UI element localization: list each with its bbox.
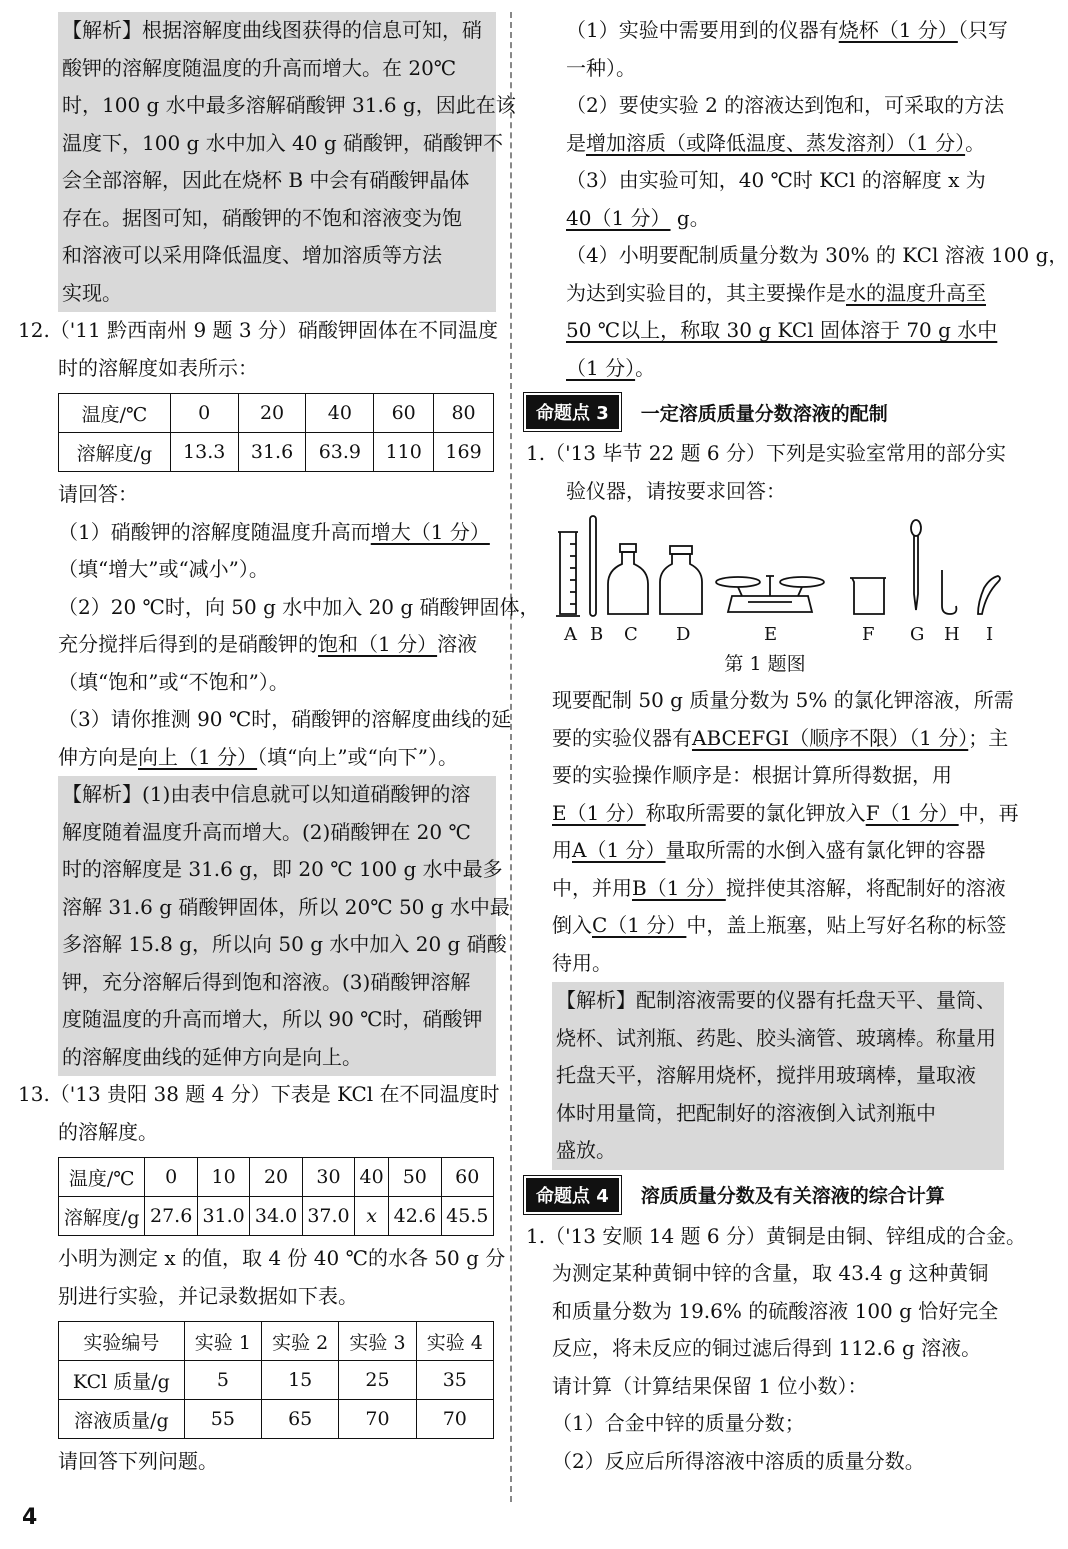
figure-label: G — [910, 624, 925, 645]
text: 为达到实验目的，其主要操作是 — [566, 280, 846, 305]
answer: A（1 分） — [572, 838, 666, 862]
question-line: 12.（'11 黔西南州 9 题 3 分）硝酸钾固体在不同温度 — [18, 318, 498, 342]
analysis-line: 烧杯、试剂瓶、药匙、胶头滴管、玻璃棒。称量用 — [556, 1025, 996, 1050]
analysis-block-11 — [58, 12, 516, 312]
reagent-bottle-icon — [608, 544, 648, 614]
answer: 向上（1 分） — [138, 744, 258, 769]
dropper-icon — [911, 520, 921, 610]
question-line — [526, 312, 1004, 350]
table-cell: KCl 质量/g — [59, 1361, 185, 1400]
question-line — [526, 832, 1004, 870]
question-line: （3）请你推测 90 ℃时，硝酸钾的溶解度曲线的延 — [58, 707, 512, 731]
table-cell: 13.3 — [170, 433, 238, 472]
table-cell: 110 — [374, 433, 434, 472]
text: （只写 — [957, 18, 1008, 42]
table-row — [59, 1400, 494, 1439]
question-12 — [18, 312, 540, 1076]
answer: 增加溶质（或降低温度、蒸发溶剂）（1 分） — [586, 130, 966, 155]
table-cell: 34.0 — [250, 1197, 302, 1236]
table-cell: 40 — [306, 394, 374, 433]
analysis-line: 会全部溶解，因此在烧杯 B 中会有硝酸钾晶体 — [62, 168, 470, 192]
text: 伸方向是 — [58, 744, 138, 769]
question-line: （1）合金中锌的质量分数； — [552, 1411, 805, 1435]
table-cell: 35 — [416, 1361, 493, 1400]
analysis-line: 体时用量筒，把配制好的溶液倒入试剂瓶中 — [556, 1100, 936, 1125]
text: 称取所需要的氯化钾放入 — [645, 800, 866, 825]
question-line — [526, 125, 1004, 163]
table-cell: 65 — [262, 1400, 339, 1439]
analysis-line: 存在。据图可知，硝酸钾的不饱和溶液变为饱 — [62, 205, 462, 230]
glass-rod-icon — [590, 516, 596, 616]
table-cell: 42.6 — [389, 1197, 441, 1236]
table-cell: 60 — [374, 394, 434, 433]
question-line — [526, 350, 1004, 388]
question-line: 小明为测定 x 的值，取 4 份 40 ℃的水各 50 g 分 — [58, 1246, 506, 1270]
table-row — [59, 394, 494, 433]
table-cell: 实验 1 — [184, 1322, 261, 1361]
table-cell: 实验编号 — [59, 1322, 185, 1361]
analysis-line: 托盘天平，溶解用烧杯，搅拌用玻璃棒，量取液 — [556, 1063, 976, 1087]
question-line: 时的溶解度如表所示： — [58, 355, 258, 380]
table-row — [59, 1158, 494, 1197]
text: （1）硝酸钾的溶解度随温度升高而 — [58, 519, 371, 544]
wide-mouth-bottle-icon — [660, 546, 702, 614]
table-cell: 15 — [262, 1361, 339, 1400]
answer: F（1 分） — [865, 800, 959, 825]
question-line: （填“增大”或“减小”）。 — [58, 557, 269, 581]
table-cell: 169 — [434, 433, 494, 472]
analysis-line: 实现。 — [62, 280, 122, 305]
right-column — [526, 12, 1068, 1480]
table-row — [59, 433, 494, 472]
analysis-line: 度随温度的升高而增大，所以 90 ℃时，硝酸钾 — [62, 1007, 483, 1031]
analysis-line: 和溶液可以采用降低温度、增加溶质等方法 — [62, 243, 442, 267]
table-cell: 0 — [145, 1158, 197, 1197]
analysis-line: 的溶解度曲线的延伸方向是向上。 — [62, 1044, 362, 1069]
question-line — [18, 514, 496, 552]
question-line: 13.（'13 贵阳 38 题 4 分）下表是 KCl 在不同温度时 — [18, 1082, 500, 1106]
question-13 — [18, 1076, 506, 1481]
answer: E（1 分） — [552, 800, 646, 825]
text: 量取所需的水倒入盛有氯化钾的容器 — [665, 838, 986, 862]
table-cell: 温度/℃ — [59, 1158, 145, 1197]
question-line: 现要配制 50 g 质量分数为 5% 的氯化钾溶液，所需 — [552, 688, 1014, 712]
kno3-solubility-table — [58, 393, 494, 472]
question-line — [526, 870, 1004, 908]
figure-label: C — [624, 624, 638, 645]
question-line: 待用。 — [552, 950, 612, 975]
lab-instruments-drawing — [552, 514, 1000, 626]
table-cell: 50 — [389, 1158, 441, 1197]
text: （1）实验中需要用到的仪器有 — [566, 18, 839, 42]
answer: 40（1 分） — [566, 205, 671, 230]
spatula-icon — [978, 576, 1000, 614]
table-cell: 70 — [339, 1400, 416, 1439]
analysis-line: 溶解 31.6 g 硝酸钾固体，所以 20℃ 50 g 水中最 — [62, 894, 510, 919]
question-1-anshun — [526, 1218, 1026, 1481]
table-cell: 溶液质量/g — [59, 1400, 185, 1439]
answer: C（1 分） — [592, 913, 687, 937]
question-13-answers — [526, 12, 1068, 387]
text: 充分搅拌后得到的是硝酸钾的 — [58, 632, 318, 656]
table-cell: 10 — [197, 1158, 249, 1197]
analysis-line: 时，100 g 水中最多溶解硝酸钾 31.6 g，因此在该 — [62, 93, 516, 117]
question-line: 反应，将未反应的铜过滤后得到 112.6 g 溶液。 — [552, 1336, 982, 1360]
question-line — [18, 626, 496, 664]
spoon-icon — [942, 570, 956, 614]
figure-label: A — [564, 624, 577, 645]
figure-label: B — [590, 624, 604, 645]
question-line — [526, 12, 1008, 50]
analysis-line: 【解析】配制溶液需要的仪器有托盘天平、量筒、 — [556, 988, 996, 1012]
section-badge: 命题点 3 — [526, 395, 619, 429]
table-cell: 55 — [184, 1400, 261, 1439]
question-line: 的溶解度。 — [58, 1119, 158, 1144]
answer: B（1 分） — [632, 875, 726, 900]
table-cell: 30 — [302, 1158, 354, 1197]
table-cell: 25 — [339, 1361, 416, 1400]
section-title: 溶质质量分数及有关溶液的综合计算 — [640, 1185, 945, 1207]
left-column — [18, 12, 540, 1481]
figure-label: D — [676, 624, 691, 645]
question-line: 为测定某种黄铜中锌的含量，取 43.4 g 这种黄铜 — [552, 1261, 989, 1285]
answer: ABCEFGI（顺序不限）（1 分） — [692, 725, 969, 750]
table-cell: 实验 3 — [339, 1322, 416, 1361]
question-line: 1.（'13 安顺 14 题 6 分）黄铜是由铜、锌组成的合金。 — [526, 1223, 1026, 1248]
question-line: 请回答下列问题。 — [58, 1449, 218, 1473]
figure-labels — [552, 624, 1000, 646]
text: 中，再 — [958, 800, 1019, 825]
section-header-3 — [526, 393, 1004, 431]
answer: 水的温度升高至 — [846, 280, 986, 305]
analysis-line: 解度随着温度升高而增大。(2)硝酸钾在 20 ℃ — [62, 819, 471, 844]
text: 搅拌使其溶解，将配制好的溶液 — [725, 875, 1006, 900]
question-line: 和质量分数为 19.6% 的硫酸溶液 100 g 恰好完全 — [552, 1298, 999, 1323]
question-line — [526, 795, 1019, 833]
answer: 烧杯（1 分） — [838, 18, 958, 42]
table-row — [59, 1322, 494, 1361]
column-divider — [510, 12, 512, 1502]
section-title: 一定溶质质量分数溶液的配制 — [640, 402, 888, 425]
table-cell: 60 — [441, 1158, 493, 1197]
question-line: （2）要使实验 2 的溶液达到饱和，可采取的方法 — [566, 93, 1005, 117]
analysis-line: 钾，充分溶解后得到饱和溶液。(3)硝酸钾溶解 — [62, 969, 471, 994]
question-line: 请回答： — [58, 482, 138, 506]
figure-label: H — [944, 624, 960, 645]
question-line: （填“饱和”或“不饱和”）。 — [58, 669, 289, 694]
table-cell: 45.5 — [441, 1197, 493, 1236]
table-cell: 70 — [416, 1400, 493, 1439]
text: 溶液 — [437, 632, 478, 656]
question-line — [526, 200, 1004, 238]
analysis-block-12 — [58, 776, 510, 1076]
table-cell: 40 — [355, 1158, 389, 1197]
page-number: 4 — [22, 1505, 38, 1530]
text: 倒入 — [552, 913, 592, 937]
beaker-icon — [850, 578, 886, 614]
text: ；主 — [968, 725, 1009, 750]
question-line: 1.（'13 毕节 22 题 6 分）下列是实验室常用的部分实 — [526, 441, 1006, 465]
text: 是 — [566, 130, 586, 155]
text: （填“向上”或“向下”）。 — [257, 744, 458, 769]
text: 中，并用 — [552, 875, 632, 900]
analysis-line: 【解析】根据溶解度曲线图获得的信息可知，硝 — [62, 18, 482, 42]
analysis-line: 盛放。 — [556, 1138, 616, 1162]
answer: 50 ℃以上，称取 30 g KCl 固体溶于 70 g 水中 — [566, 318, 998, 342]
table-cell: 80 — [434, 394, 494, 433]
section-badge: 命题点 4 — [526, 1178, 619, 1212]
table-cell: 溶解度/g — [59, 433, 171, 472]
answer: 饱和（1 分） — [318, 632, 438, 656]
figure-label: E — [764, 624, 778, 645]
balance-icon — [716, 576, 824, 612]
analysis-block-q1 — [552, 982, 1004, 1170]
kcl-solubility-table — [58, 1157, 494, 1236]
question-line: 要的实验操作顺序是：根据计算所得数据，用 — [552, 763, 952, 787]
table-cell: 溶解度/g — [59, 1197, 145, 1236]
table-cell: 5 — [184, 1361, 261, 1400]
text: 要的实验仪器有 — [552, 725, 692, 750]
question-line — [526, 275, 1004, 313]
figure-label: F — [862, 624, 875, 645]
table-cell: 实验 4 — [416, 1322, 493, 1361]
graduated-cylinder-icon — [556, 532, 580, 616]
question-line: （4）小明要配制质量分数为 30% 的 KCl 溶液 100 g， — [566, 243, 1068, 267]
question-line: （3）由实验可知，40 ℃时 KCl 的溶解度 x 为 — [566, 168, 986, 192]
table-cell: 31.0 — [197, 1197, 249, 1236]
text: 。 — [965, 130, 986, 155]
question-line: 验仪器，请按要求回答： — [566, 478, 786, 503]
text: 用 — [552, 838, 572, 862]
table-cell: 37.0 — [302, 1197, 354, 1236]
table-cell: 63.9 — [306, 433, 374, 472]
lab-instruments-figure — [552, 514, 1000, 646]
question-line: 别进行实验，并记录数据如下表。 — [58, 1283, 358, 1308]
table-cell: 实验 2 — [262, 1322, 339, 1361]
table-cell: 27.6 — [145, 1197, 197, 1236]
table-cell: 0 — [170, 394, 238, 433]
question-line — [18, 739, 496, 777]
text: 中，盖上瓶塞，贴上写好名称的标签 — [686, 913, 1007, 937]
experiment-table — [58, 1321, 494, 1439]
analysis-line: 酸钾的溶解度随温度的升高而增大。在 20℃ — [62, 55, 457, 80]
answer: 增大（1 分） — [370, 519, 490, 544]
section-header-4 — [526, 1176, 1004, 1214]
table-row — [59, 1197, 494, 1236]
question-line: （2）反应后所得溶液中溶质的质量分数。 — [552, 1448, 925, 1473]
question-line — [526, 720, 1009, 758]
figure-caption: 第 1 题图 — [724, 653, 806, 675]
question-line — [526, 907, 1007, 945]
question-line: 一种）。 — [566, 55, 636, 80]
analysis-line: 多溶解 15.8 g，所以向 50 g 水中加入 20 g 硝酸 — [62, 932, 507, 956]
table-cell: 31.6 — [238, 433, 306, 472]
analysis-line: 【解析】(1)由表中信息就可以知道硝酸钾的溶 — [62, 782, 471, 806]
table-cell: 温度/℃ — [59, 394, 171, 433]
analysis-line: 时的溶解度是 31.6 g，即 20 ℃ 100 g 水中最多 — [62, 857, 503, 881]
text: g。 — [670, 205, 710, 230]
question-1-bijie — [526, 435, 1019, 1170]
table-cell: x — [355, 1197, 389, 1236]
table-cell: 20 — [250, 1158, 302, 1197]
question-line: 请计算（计算结果保留 1 位小数）： — [552, 1373, 868, 1398]
question-line: （2）20 ℃时，向 50 g 水中加入 20 g 硝酸钾固体， — [58, 594, 540, 619]
text: 。 — [635, 355, 656, 380]
analysis-line: 温度下，100 g 水中加入 40 g 硝酸钾，硝酸钾不 — [62, 130, 504, 155]
table-row — [59, 1361, 494, 1400]
table-cell: 20 — [238, 394, 306, 433]
answer: （1 分） — [566, 355, 636, 380]
figure-label: I — [986, 624, 994, 645]
